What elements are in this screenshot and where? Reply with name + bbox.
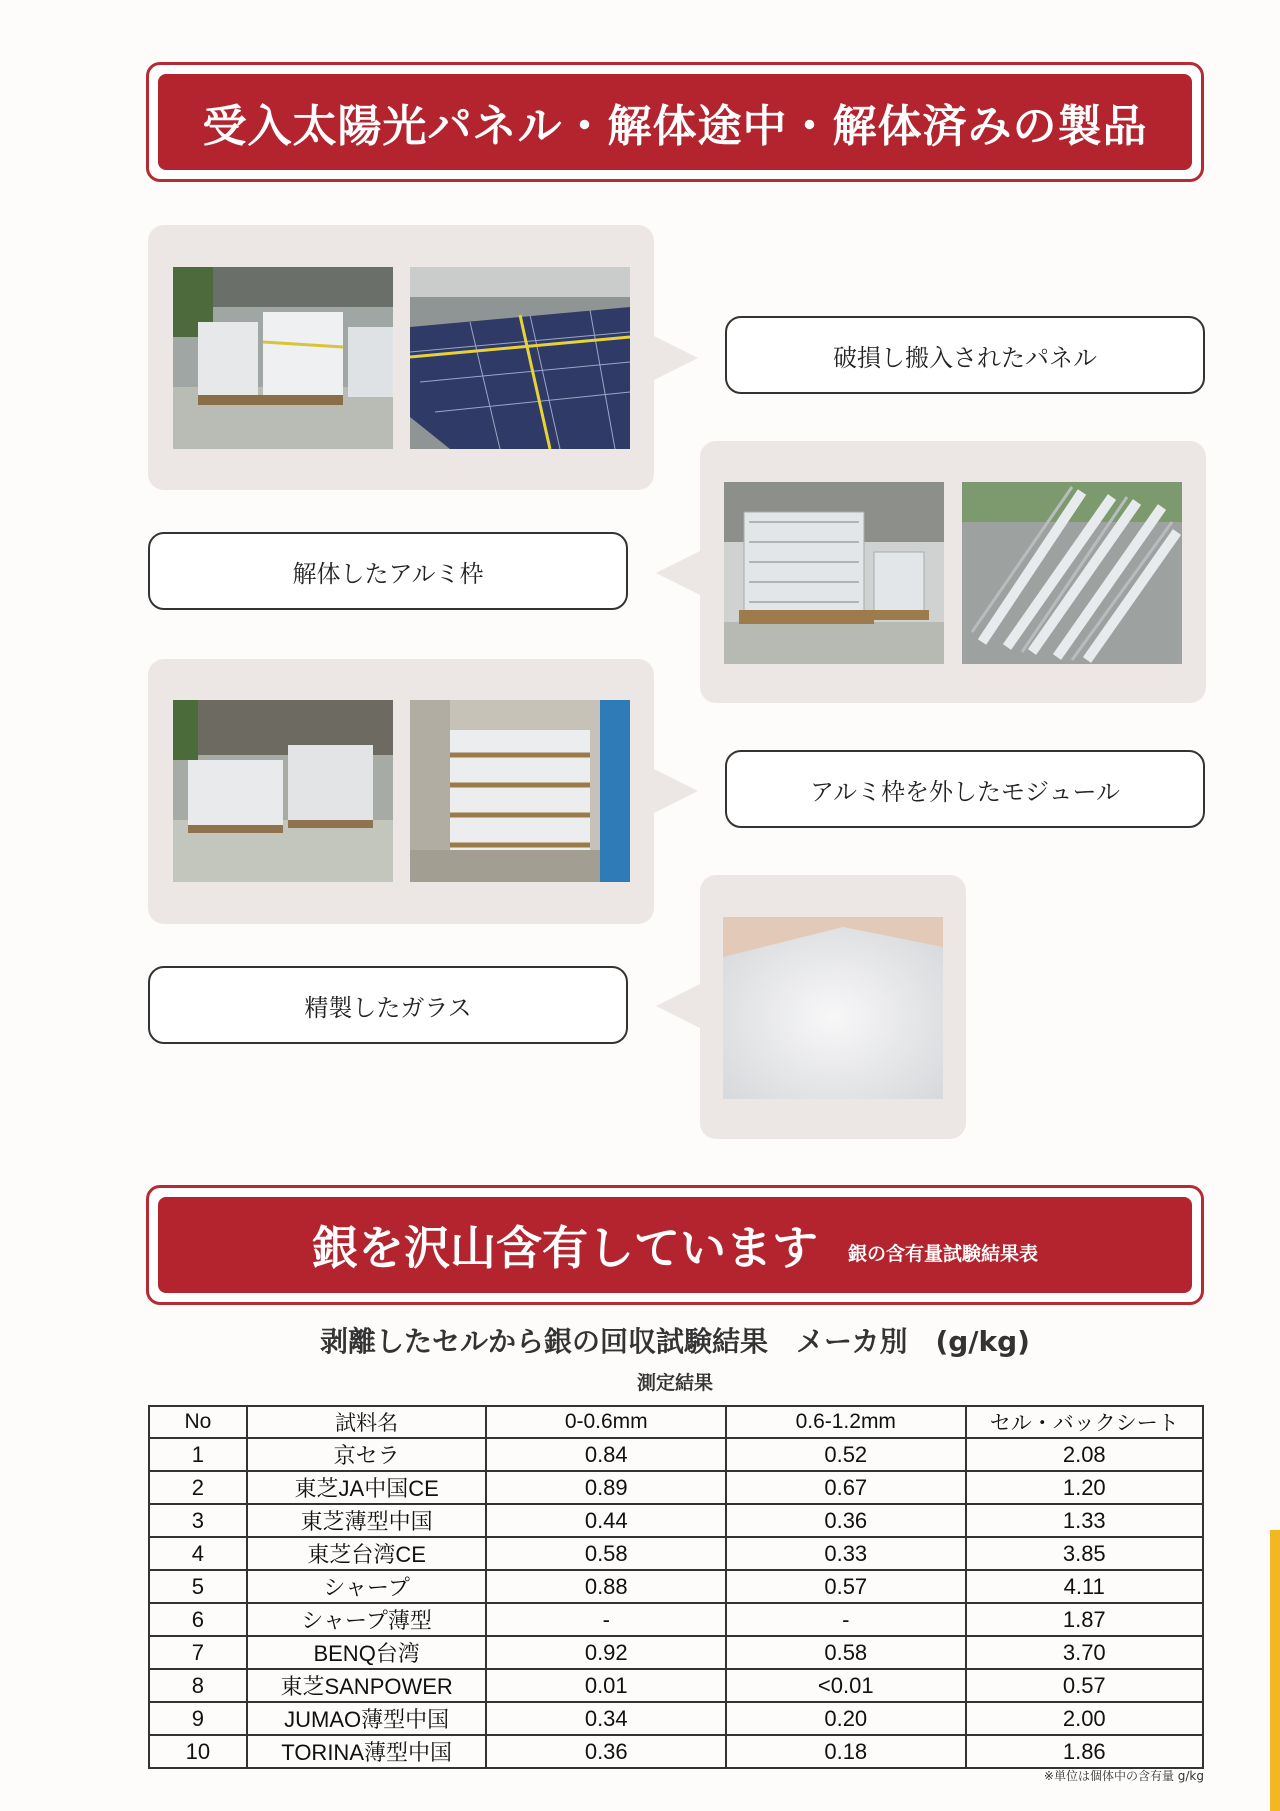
cell-sample: BENQ台湾: [247, 1636, 487, 1669]
cell-value: 0.34: [486, 1702, 726, 1735]
cell-value: <0.01: [726, 1669, 966, 1702]
card-pointer: [654, 336, 698, 380]
cell-no: 3: [149, 1504, 247, 1537]
banner-title: 銀を沢山含有しています: [311, 1221, 818, 1275]
cell-value: 0.18: [726, 1735, 966, 1768]
section-banner-silver: [146, 1185, 1204, 1305]
table-row: [149, 1735, 1203, 1768]
header-range-0-0.6: 0-0.6mm: [486, 1406, 726, 1438]
cell-no: 1: [149, 1438, 247, 1471]
table-row: [149, 1603, 1203, 1636]
header-cell-backsheet: セル・バックシート: [966, 1406, 1203, 1438]
cell-value: 0.33: [726, 1537, 966, 1570]
cell-sample: 東芝薄型中国: [247, 1504, 487, 1537]
photo-frame-pile: [962, 482, 1182, 664]
photo-card-refined-glass: [700, 875, 966, 1139]
cell-value: 3.85: [966, 1537, 1203, 1570]
cell-value: 2.00: [966, 1702, 1203, 1735]
table-row: [149, 1438, 1203, 1471]
table-footnote: ※単位は個体中の含有量 g/kg: [1043, 1769, 1204, 1783]
cell-sample: シャープ: [247, 1570, 487, 1603]
photo-stacked-panels: [173, 267, 393, 449]
photo-card-aluminum-frames: [700, 441, 1206, 703]
cell-value: 1.86: [966, 1735, 1203, 1768]
table-row: [149, 1504, 1203, 1537]
cell-value: 0.58: [726, 1636, 966, 1669]
card-pointer: [656, 984, 700, 1028]
cell-value: 0.57: [966, 1669, 1203, 1702]
cell-no: 6: [149, 1603, 247, 1636]
label-damaged-panels: 破損し搬入されたパネル: [725, 316, 1205, 394]
cell-value: 0.20: [726, 1702, 966, 1735]
cell-value: 0.89: [486, 1471, 726, 1504]
table-row: [149, 1537, 1203, 1570]
page-edge-strip: [1270, 1530, 1280, 1811]
cell-no: 7: [149, 1636, 247, 1669]
table-subtitle: 測定結果: [636, 1372, 713, 1394]
header-range-0.6-1.2: 0.6-1.2mm: [726, 1406, 966, 1438]
cell-value: 0.01: [486, 1669, 726, 1702]
cell-sample: 東芝JA中国CE: [247, 1471, 487, 1504]
cell-no: 9: [149, 1702, 247, 1735]
table-row: [149, 1702, 1203, 1735]
cell-value: 3.70: [966, 1636, 1203, 1669]
cell-value: 0.92: [486, 1636, 726, 1669]
label-aluminum-frames: 解体したアルミ枠: [148, 532, 628, 610]
photo-damaged-solar-panel: [410, 267, 630, 449]
table-row: [149, 1570, 1203, 1603]
photo-glass-granules: [723, 917, 943, 1099]
header-no: No: [149, 1406, 247, 1438]
cell-value: -: [726, 1603, 966, 1636]
cell-sample: 京セラ: [247, 1438, 487, 1471]
cell-sample: TORINA薄型中国: [247, 1735, 487, 1768]
cell-value: 0.36: [486, 1735, 726, 1768]
cell-value: 0.36: [726, 1504, 966, 1537]
table-row: [149, 1636, 1203, 1669]
cell-no: 4: [149, 1537, 247, 1570]
table-title: 剥離したセルから銀の回収試験結果 メーカ別 (g/kg): [320, 1325, 1030, 1358]
cell-no: 8: [149, 1669, 247, 1702]
cell-value: 1.87: [966, 1603, 1203, 1636]
cell-value: 0.44: [486, 1504, 726, 1537]
cell-value: -: [486, 1603, 726, 1636]
table-row: [149, 1669, 1203, 1702]
photo-modules-on-pallets: [410, 700, 630, 882]
cell-sample: 東芝SANPOWER: [247, 1669, 487, 1702]
cell-value: 0.88: [486, 1570, 726, 1603]
cell-sample: 東芝台湾CE: [247, 1537, 487, 1570]
cell-value: 1.33: [966, 1504, 1203, 1537]
table-row: [149, 1471, 1203, 1504]
header-sample-name: 試料名: [247, 1406, 487, 1438]
photo-module-stacks: [173, 700, 393, 882]
cell-value: 4.11: [966, 1570, 1203, 1603]
cell-value: 0.67: [726, 1471, 966, 1504]
cell-value: 1.20: [966, 1471, 1203, 1504]
cell-sample: シャープ薄型: [247, 1603, 487, 1636]
label-modules: アルミ枠を外したモジュール: [725, 750, 1205, 828]
banner-title: 受入太陽光パネル・解体途中・解体済みの製品: [158, 74, 1192, 170]
photo-card-modules: [148, 659, 654, 924]
card-pointer: [656, 551, 700, 595]
photo-card-damaged-panels: [148, 225, 654, 490]
cell-no: 10: [149, 1735, 247, 1768]
cell-value: 2.08: [966, 1438, 1203, 1471]
table-header-row: [149, 1406, 1203, 1438]
banner-subtitle: 銀の含有量試験結果表: [847, 1242, 1038, 1265]
cell-value: 0.52: [726, 1438, 966, 1471]
results-table: [148, 1405, 1204, 1769]
cell-value: 0.58: [486, 1537, 726, 1570]
cell-value: 0.57: [726, 1570, 966, 1603]
photo-frame-bundle: [724, 482, 944, 664]
cell-sample: JUMAO薄型中国: [247, 1702, 487, 1735]
label-refined-glass: 精製したガラス: [148, 966, 628, 1044]
cell-no: 5: [149, 1570, 247, 1603]
banner-inner: [158, 1197, 1192, 1293]
cell-value: 0.84: [486, 1438, 726, 1471]
card-pointer: [654, 769, 698, 813]
cell-no: 2: [149, 1471, 247, 1504]
section-banner-products: [146, 62, 1204, 182]
